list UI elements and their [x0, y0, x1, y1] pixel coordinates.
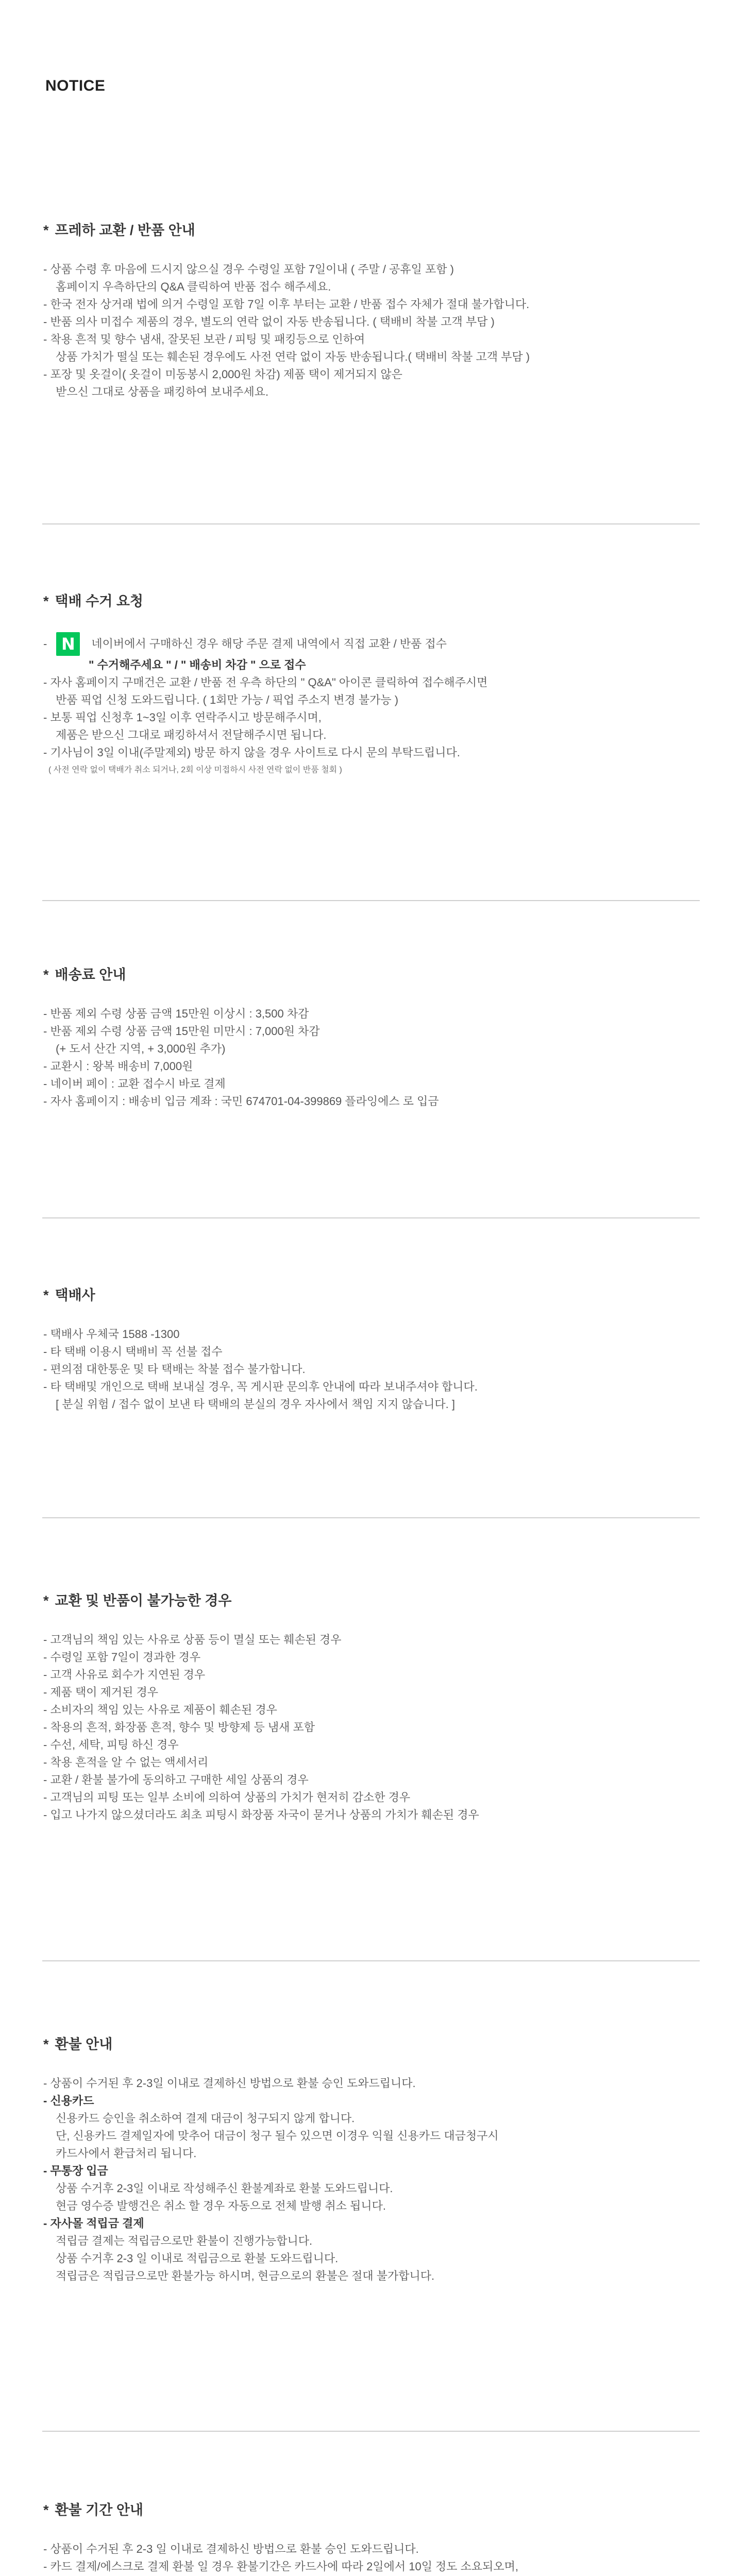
- courier-section: [43, 1284, 699, 1413]
- section-title: * 택배 수거 요청: [43, 594, 144, 609]
- text-line: - 반품 제외 수령 상품 금액 15만원 미만시 : 7,000원 차감: [43, 1025, 320, 1038]
- text-line: 카드사에서 환급처리 됩니다.: [56, 2147, 197, 2160]
- text-line: - 타 택배및 개인으로 택배 보내실 경우, 꼭 게시판 문의후 안내에 따라 보내주셔야 합니다.: [43, 1380, 478, 1393]
- text-line: - 신용카드: [43, 2094, 94, 2107]
- non-returnable-section: [43, 1589, 699, 1824]
- text-line: - 반품 의사 미접수 제품의 경우, 별도의 연락 없이 자동 반송됩니다. ( 택배비 착불 고객 부담 ): [43, 315, 495, 328]
- text-line: - 자사 홈페이지 구매건은 교환 / 반품 전 우측 하단의 " Q&A" 아이콘 클릭하여 접수해주시면: [43, 676, 488, 689]
- shipping-fee-section: [43, 963, 699, 1110]
- text-line: - 고객님의 책임 있는 사유로 상품 등이 멸실 또는 훼손된 경우: [43, 1633, 342, 1646]
- section-title: * 배송료 안내: [43, 967, 126, 982]
- text-line: - 반품 제외 수령 상품 금액 15만원 이상시 : 3,500 차감: [43, 1007, 309, 1020]
- text-line: 상품 가치가 떨실 또는 훼손된 경우에도 사전 연락 없이 자동 반송됩니다.( 택배비 착불 고객 부담 ): [56, 350, 530, 363]
- text-line: 적립금 결제는 적립금으로만 환불이 진행가능합니다.: [56, 2234, 313, 2247]
- text-line: - 입고 나가지 않으셨더라도 최초 피팅시 화장품 자국이 묻거나 상품의 가치가 훼손된 경우: [43, 1808, 479, 1821]
- text-line: - 타 택배 이용시 택배비 꼭 선불 접수: [43, 1345, 223, 1358]
- section-divider: [42, 1217, 700, 1218]
- text-line: - 기사님이 3일 이내(주말제외) 방문 하지 않을 경우 사이트로 다시 문의 부탁드립니다.: [43, 746, 460, 759]
- section-divider: [42, 1517, 700, 1518]
- text-line: 현금 영수증 발행건은 취소 할 경우 자동으로 전체 발행 취소 됩니다.: [56, 2199, 386, 2212]
- text-line: - 자사 홈페이지 : 배송비 입금 계좌 : 국민 674701-04-399869 플라잉에스 로 입금: [43, 1095, 439, 1108]
- text-line: - 수선, 세탁, 피팅 하신 경우: [43, 1738, 179, 1751]
- section-divider: [42, 900, 700, 901]
- exchange-return-section: [43, 219, 699, 401]
- text-line: - 카드 결제/에스크로 결제 환불 일 경우 환불기간은 카드사에 따라 2일에서 10일 정도 소요되오며,: [43, 2560, 519, 2573]
- text-line: 홈페이지 우측하단의 Q&A 클릭하여 반품 접수 해주세요.: [56, 280, 331, 293]
- text-line: 적립금은 적립금으로만 환불가능 하시며, 현금으로의 환불은 절대 불가합니다.: [56, 2269, 435, 2282]
- section-divider: [42, 2431, 700, 2432]
- pickup-request-section: [43, 590, 699, 777]
- text-line: - 교환 / 환불 불가에 동의하고 구매한 세일 상품의 경우: [43, 1773, 309, 1786]
- naver-line: - N 네이버에서 구매하신 경우 해당 주문 결제 내역에서 직접 교환 / 반품 접수: [43, 632, 699, 656]
- text-line: - 상품 수령 후 마음에 드시지 않으실 경우 수령일 포함 7일이내 ( 주말 / 공휴일 포함 ): [43, 263, 454, 276]
- section-title: * 환불 안내: [43, 2037, 113, 2052]
- text-line: - 고객님의 피팅 또는 일부 소비에 의하여 상품의 가치가 현저히 감소한 경우: [43, 1791, 411, 1804]
- text-line: - 상품이 수거된 후 2-3일 이내로 결제하신 방법으로 환불 승인 도와드립니다.: [43, 2077, 416, 2090]
- text-line: - 착용 흔적 및 향수 냄새, 잘못된 보관 / 피팅 및 패킹등으로 인하여: [43, 333, 365, 346]
- text-line: - 상품이 수거된 후 2-3 일 이내로 결제하신 방법으로 환불 승인 도와드립니다.: [43, 2543, 419, 2555]
- section-title: * 환불 기간 안내: [43, 2502, 144, 2518]
- text-line: 반품 픽업 신청 도와드립니다. ( 1회만 가능 / 픽업 주소지 변경 불가능 ): [56, 693, 399, 706]
- text-line: 신용카드 승인을 취소하여 결제 대금이 청구되지 않게 합니다.: [56, 2112, 355, 2125]
- text-line: - 한국 전자 상거래 법에 의거 수령일 포함 7일 이후 부터는 교환 / 반품 접수 자체가 절대 불가합니다.: [43, 298, 530, 311]
- refund-section: [43, 2033, 699, 2285]
- notice-title: NOTICE: [45, 77, 106, 94]
- text-line: - 고객 사유로 회수가 지연된 경우: [43, 1668, 206, 1681]
- text-line: 단, 신용카드 결제일자에 맞추어 대금이 청구 될수 있으면 이경우 익월 신용카드 대금청구시: [56, 2129, 499, 2142]
- section-divider: [42, 1960, 700, 1961]
- text-line: 받으신 그대로 상품을 패킹하여 보내주세요.: [56, 385, 269, 398]
- text-line: - 자사몰 적립금 결제: [43, 2217, 144, 2230]
- text-line: - 네이버 페이 : 교환 접수시 바로 결제: [43, 1077, 226, 1090]
- section-title: * 교환 및 반품이 불가능한 경우: [43, 1593, 232, 1608]
- text-line: 상품 수거후 2-3 일 이내로 적립금으로 환불 도와드립니다.: [56, 2252, 339, 2265]
- text-line: - 보통 픽업 신청후 1~3일 이후 연락주시고 방문해주시며,: [43, 711, 322, 724]
- text-line: - 착용의 흔적, 화장품 흔적, 향수 및 방향제 등 냄새 포함: [43, 1721, 315, 1734]
- text-line: [ 분실 위험 / 접수 없이 보낸 타 택배의 분실의 경우 자사에서 책임 지지 않습니다. ]: [56, 1398, 455, 1411]
- text-line: - 착용 흔적을 알 수 없는 액세서리: [43, 1756, 209, 1769]
- text-line: - 포장 및 옷걸이( 옷걸이 미동봉시 2,000원 차감) 제품 택이 제거되지 않은: [43, 368, 402, 381]
- text-line: - 소비자의 책임 있는 사유로 제품이 훼손된 경우: [43, 1703, 277, 1716]
- text-line: " 수거해주세요 " / " 배송비 차감 " 으로 접수: [89, 658, 306, 671]
- section-title: * 프레하 교환 / 반품 안내: [43, 223, 195, 238]
- text-line: (+ 도서 산간 지역, + 3,000원 추가): [56, 1042, 226, 1055]
- section-divider: [42, 523, 700, 524]
- text-line: ( 사전 연락 없이 택배가 취소 되거나, 2회 이상 미접하시 사전 연락 없이 반품 철회 ): [48, 766, 342, 774]
- text-line: - 제품 택이 제거된 경우: [43, 1686, 159, 1699]
- text-line: 제품은 받으신 그대로 패킹하셔서 전달해주시면 됩니다.: [56, 728, 327, 741]
- text-line: - 교환시 : 왕복 배송비 7,000원: [43, 1060, 193, 1073]
- text-line: - 편의점 대한통운 및 타 택배는 착불 접수 불가합니다.: [43, 1363, 306, 1376]
- refund-period-section: [43, 2499, 699, 2576]
- text-line: - 수령일 포함 7일이 경과한 경우: [43, 1651, 201, 1664]
- text-line: - 무통장 입금: [43, 2164, 108, 2177]
- section-title: * 택배사: [43, 1287, 95, 1303]
- naver-logo-icon: N: [56, 632, 80, 656]
- text-line: 상품 수거후 2-3일 이내로 작성해주신 환불계좌로 환불 도와드립니다.: [56, 2182, 393, 2195]
- text-line: - 택배사 우체국 1588 -1300: [43, 1328, 180, 1341]
